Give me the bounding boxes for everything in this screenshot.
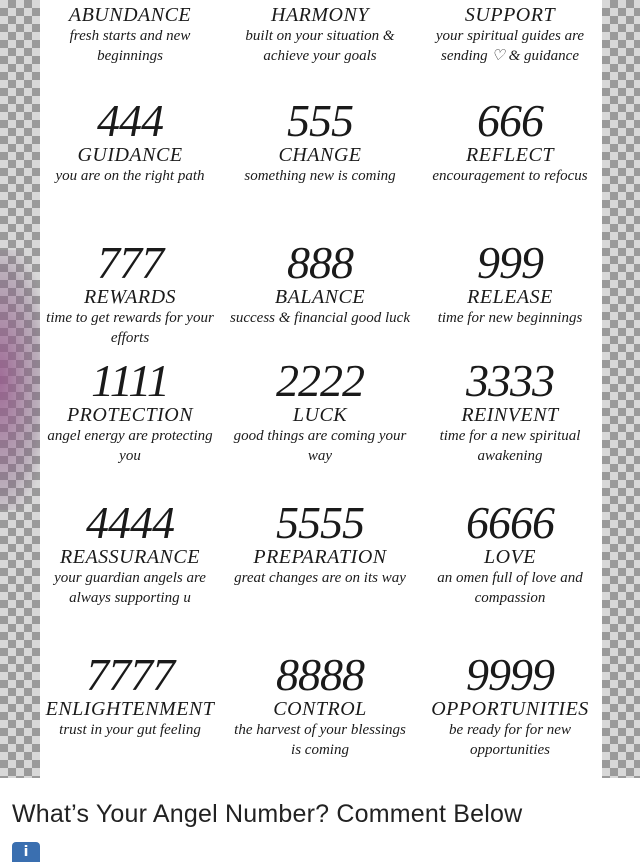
angel-number: 7777 — [86, 649, 174, 700]
angel-number: 6666 — [466, 497, 554, 548]
angel-card-555 — [230, 95, 410, 186]
angel-meaning-word: PREPARATION — [253, 546, 387, 568]
angel-meaning-word: BALANCE — [274, 286, 366, 308]
angel-meaning-word: REFLECT — [466, 144, 554, 166]
angel-meaning-word: CONTROL — [273, 698, 367, 720]
info-icon[interactable]: i — [12, 842, 40, 862]
angel-number-chart — [40, 0, 602, 778]
angel-meaning-desc: time for new beginnings — [437, 310, 583, 326]
angel-card-4444 — [40, 497, 220, 608]
angel-number: 9999 — [466, 649, 554, 700]
angel-number: 3333 — [466, 355, 554, 406]
angel-number: 4444 — [86, 497, 174, 548]
angel-meaning-desc: time to get rewards for your efforts — [46, 310, 214, 346]
angel-meaning-desc: be ready for for new opportunities — [449, 722, 571, 758]
angel-card-999 — [420, 237, 600, 328]
angel-meaning-word: LOVE — [484, 546, 536, 568]
angel-card-8888 — [230, 649, 410, 760]
angel-meaning-desc: trust in your gut feeling — [59, 722, 201, 738]
angel-meaning-word: PROTECTION — [66, 404, 194, 426]
angel-card-row0-col1 — [230, 4, 410, 66]
angel-meaning-desc: angel energy are protecting you — [47, 428, 213, 464]
angel-card-444 — [40, 95, 220, 186]
angel-meaning-word: REINVENT — [461, 404, 559, 426]
transparency-background-right — [602, 0, 640, 778]
angel-card-6666 — [420, 497, 600, 608]
angel-meaning-word: OPPORTUNITIES — [431, 698, 589, 720]
angel-meaning-word: HARMONY — [271, 4, 369, 26]
angel-number: 444 — [97, 95, 163, 146]
angel-meaning-word: ENLIGHTENMENT — [45, 698, 215, 720]
angel-meaning-desc: built on your situation & achieve your goals — [245, 28, 395, 64]
angel-meaning-desc: encouragement to refocus — [432, 168, 588, 184]
angel-meaning-word: CHANGE — [278, 144, 362, 166]
angel-meaning-desc: fresh starts and new beginnings — [69, 28, 191, 64]
post-caption: What’s Your Angel Number? Comment Below — [12, 800, 523, 828]
angel-meaning-desc: the harvest of your blessings is coming — [234, 722, 406, 758]
angel-meaning-desc: time for a new spiritual awakening — [439, 428, 581, 464]
angel-number: 666 — [477, 95, 543, 146]
angel-card-1111 — [40, 355, 220, 466]
angel-number: 2222 — [276, 355, 364, 406]
angel-meaning-word: LUCK — [292, 404, 348, 426]
angel-meaning-desc: an omen full of love and compassion — [437, 570, 583, 606]
angel-card-row0-col0 — [40, 4, 220, 66]
angel-meaning-desc: your guardian angels are always supporting u — [54, 570, 206, 606]
angel-card-row0-col2 — [420, 4, 600, 66]
angel-number: 8888 — [276, 649, 364, 700]
angel-number: 555 — [287, 95, 353, 146]
angel-meaning-desc: you are on the right path — [55, 168, 205, 184]
angel-card-3333 — [420, 355, 600, 466]
angel-number: 1111 — [91, 355, 169, 406]
angel-card-7777 — [40, 649, 220, 740]
angel-number: 888 — [287, 237, 353, 288]
angel-meaning-desc: great changes are on its way — [234, 570, 406, 586]
angel-meaning-desc: something new is coming — [244, 168, 396, 184]
angel-meaning-desc: good things are coming your way — [233, 428, 407, 464]
angel-meaning-word: REASSURANCE — [60, 546, 200, 568]
angel-card-2222 — [230, 355, 410, 466]
angel-card-5555 — [230, 497, 410, 588]
angel-card-777 — [40, 237, 220, 348]
angel-meaning-word: RELEASE — [467, 286, 553, 308]
angel-card-9999 — [420, 649, 600, 760]
angel-meaning-word: SUPPORT — [464, 4, 556, 26]
angel-meaning-word: GUIDANCE — [77, 144, 183, 166]
angel-meaning-desc: success & financial good luck — [230, 310, 410, 326]
angel-number: 999 — [477, 237, 543, 288]
angel-meaning-word: REWARDS — [83, 286, 177, 308]
angel-meaning-word: ABUNDANCE — [68, 4, 192, 26]
angel-card-666 — [420, 95, 600, 186]
angel-number: 777 — [97, 237, 163, 288]
angel-card-888 — [230, 237, 410, 328]
angel-number: 5555 — [276, 497, 364, 548]
angel-meaning-desc: your spiritual guides are sending ♡ & guidance — [435, 28, 585, 64]
